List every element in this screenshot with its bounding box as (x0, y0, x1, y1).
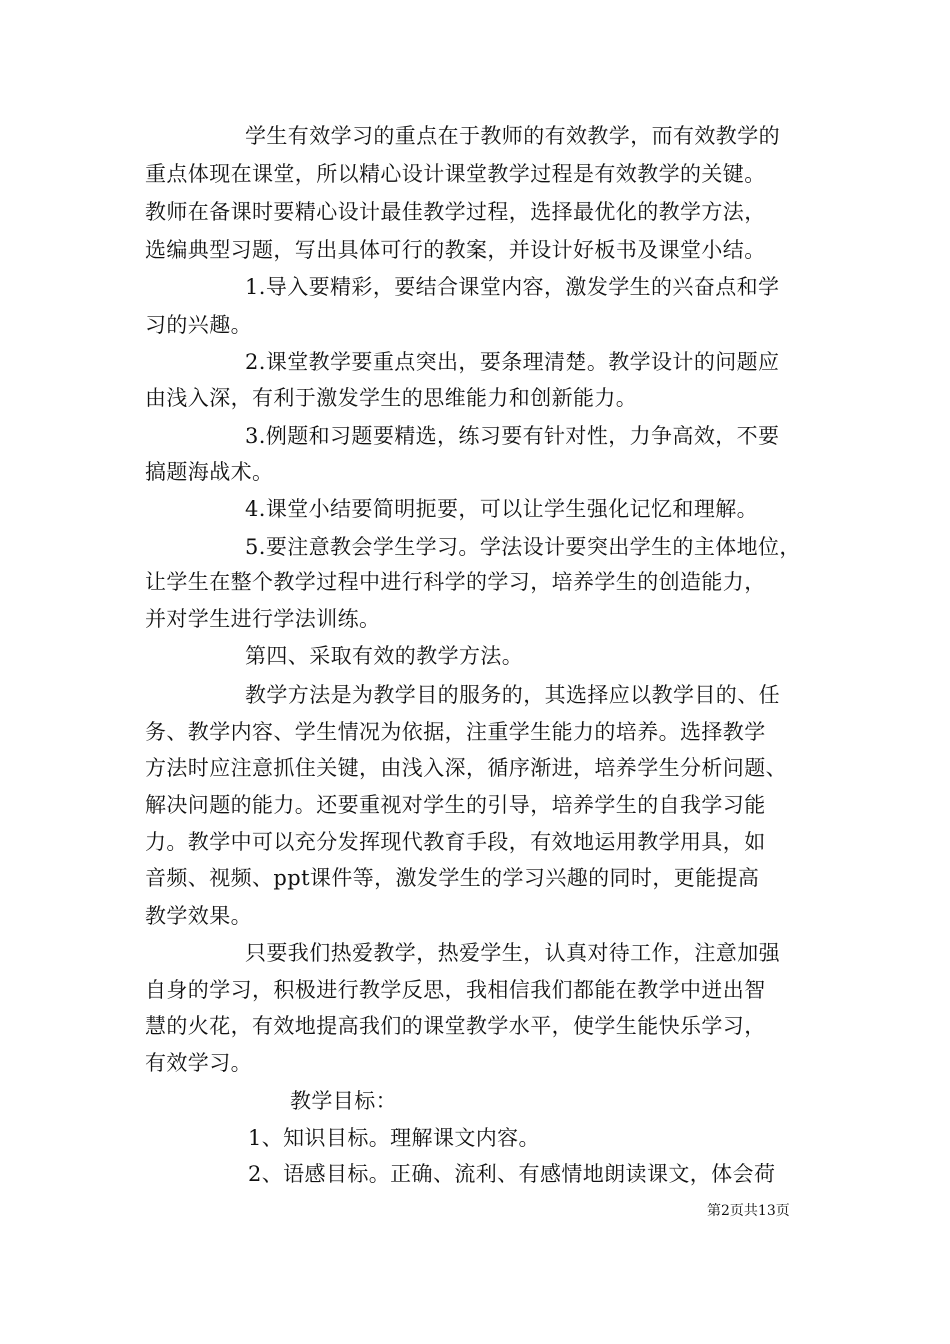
paragraph-line: 自身的学习，积极进行教学反思，我相信我们都能在教学中迸出智 (145, 978, 766, 1002)
paragraph-line: 方法时应注意抓住关键，由浅入深，循序渐进，培养学生分析问题、 (145, 756, 787, 780)
objectives-heading: 教学目标： (290, 1089, 397, 1113)
objective-item: 2、语感目标。正确、流利、有感情地朗读课文，体会荷 (248, 1162, 776, 1186)
list-item-line: 并对学生进行学法训练。 (145, 607, 381, 631)
objective-item: 1、知识目标。理解课文内容。 (248, 1126, 540, 1150)
list-item-line: 2.课堂教学要重点突出，要条理清楚。教学设计的问题应 (245, 350, 780, 374)
paragraph-line: 力。教学中可以充分发挥现代教育手段，有效地运用教学用具，如 (145, 830, 766, 854)
list-item-line: 3.例题和习题要精选，练习要有针对性，力争高效，不要 (245, 424, 780, 448)
paragraph-line: 务、教学内容、学生情况为依据，注重学生能力的培养。选择教学 (145, 720, 766, 744)
paragraph-line: 有效学习。 (145, 1051, 252, 1075)
list-item-line: 习的兴趣。 (145, 313, 252, 337)
list-item-line: 1.导入要精彩，要结合课堂内容，激发学生的兴奋点和学 (245, 275, 780, 299)
paragraph-line: 学生有效学习的重点在于教师的有效教学，而有效教学的 (245, 124, 780, 148)
list-item-line: 4.课堂小结要简明扼要，可以让学生强化记忆和理解。 (245, 497, 759, 521)
paragraph-line: 重点体现在课堂，所以精心设计课堂教学过程是有效教学的关键。 (145, 162, 766, 186)
list-item-line: 5.要注意教会学生学习。学法设计要突出学生的主体地位， (245, 535, 801, 559)
list-item-line: 由浅入深，有利于激发学生的思维能力和创新能力。 (145, 386, 638, 410)
paragraph-line: 教师在备课时要精心设计最佳教学过程，选择最优化的教学方法， (145, 200, 766, 224)
paragraph-line: 教学方法是为教学目的服务的，其选择应以教学目的、任 (245, 683, 780, 707)
paragraph-line: 教学效果。 (145, 904, 252, 928)
list-item-line: 搞题海战术。 (145, 460, 274, 484)
paragraph-line: 选编典型习题，写出具体可行的教案，并设计好板书及课堂小结。 (145, 238, 766, 262)
paragraph-line: 只要我们热爱教学，热爱学生，认真对待工作，注意加强 (245, 941, 780, 965)
list-item-line: 让学生在整个教学过程中进行科学的学习，培养学生的创造能力， (145, 570, 766, 594)
page-number: 第2页共13页 (707, 1203, 790, 1219)
section-heading: 第四、采取有效的教学方法。 (245, 644, 524, 668)
paragraph-line: 音频、视频、ppt课件等，激发学生的学习兴趣的同时，更能提高 (145, 866, 760, 890)
paragraph-line: 慧的火花，有效地提高我们的课堂教学水平，使学生能快乐学习， (145, 1014, 766, 1038)
paragraph-line: 解决问题的能力。还要重视对学生的引导，培养学生的自我学习能 (145, 793, 766, 817)
